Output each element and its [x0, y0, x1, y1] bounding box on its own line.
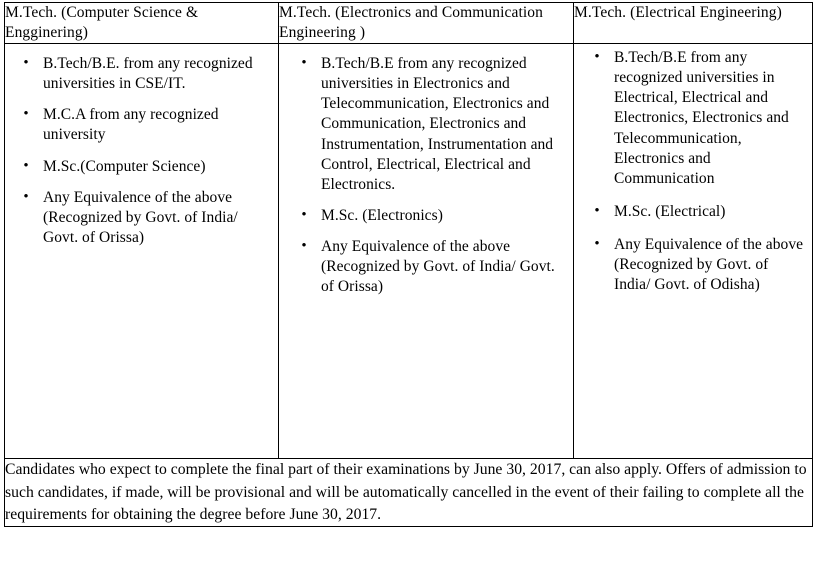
footnote-cell: [5, 459, 813, 527]
qualifications-cell-ece: [279, 44, 574, 459]
bullet-icon: •: [23, 106, 29, 123]
list-item-label: M.Sc. (Electrical): [614, 202, 726, 220]
list-item-label: B.Tech/B.E from any recognized universities in Electronics and Telecommunication, Electronics and Communication, Electronics and Instrumentation, Instrumentation and Control, Electrical, Electrical and Electronics.: [321, 55, 554, 193]
list-item-label: B.Tech/B.E. from any recognized universities in CSE/IT.: [43, 55, 253, 93]
list-item: [301, 54, 565, 194]
footnote-text: Candidates who expect to complete the final part of their examinations by June 30, 2017, can also apply. Offers of admission to such candidates, if made, will be provisional and will be automatically cancelled in the event of their failing to complete all the requirements for obtaining the degree before June 30, 2017.: [5, 461, 807, 523]
program-title-ee: M.Tech. (Electrical Engineering): [574, 4, 782, 21]
list-item: [594, 235, 804, 295]
table-footnote-row: [5, 459, 813, 527]
qualification-list-cse: [5, 44, 278, 248]
bullet-icon: •: [23, 55, 29, 72]
list-item: [594, 202, 804, 222]
bullet-icon: •: [594, 49, 600, 66]
qualifications-cell-cse: [5, 44, 279, 459]
list-item: [23, 105, 272, 145]
list-item-label: M.Sc.(Computer Science): [43, 157, 206, 175]
bullet-icon: •: [23, 188, 29, 205]
header-cell-ece: [279, 3, 574, 44]
list-item: [301, 237, 565, 297]
list-item-label: M.Sc. (Electronics): [321, 206, 443, 224]
list-item-label: Any Equivalence of the above (Recognized by Govt. of India/ Govt. of Orissa): [43, 188, 238, 246]
header-cell-cse: [5, 3, 279, 44]
list-item-label: M.C.A from any recognized university: [43, 106, 219, 144]
list-item-label: Any Equivalence of the above (Recognized by Govt. of India/ Govt. of Odisha): [614, 235, 804, 293]
list-item: [301, 206, 565, 226]
bullet-icon: •: [301, 55, 307, 72]
list-item: [23, 157, 272, 177]
table-header-row: [5, 3, 813, 44]
list-item: [23, 54, 272, 94]
program-title-ece: M.Tech. (Electronics and Communication Engineering ): [279, 4, 543, 42]
bullet-icon: •: [301, 206, 307, 223]
header-cell-ee: [574, 3, 813, 44]
eligibility-table: [4, 2, 813, 527]
qualification-list-ee: [574, 44, 812, 295]
bullet-icon: •: [301, 237, 307, 254]
list-item: [594, 48, 804, 188]
list-item-label: Any Equivalence of the above (Recognized by Govt. of India/ Govt. of Orissa): [321, 237, 555, 295]
list-item-label: B.Tech/B.E from any recognized universities in Electrical, Electrical and Electronics, Electronics and Telecommunication, Electronics and Communication: [614, 49, 789, 187]
list-item: [23, 188, 272, 248]
qualifications-cell-ee: [574, 44, 813, 459]
bullet-icon: •: [594, 202, 600, 219]
table-body-row: [5, 44, 813, 459]
bullet-icon: •: [23, 157, 29, 174]
qualification-list-ece: [279, 44, 573, 297]
bullet-icon: •: [594, 235, 600, 252]
program-title-cse: M.Tech. (Computer Science & Engginering): [5, 4, 199, 42]
